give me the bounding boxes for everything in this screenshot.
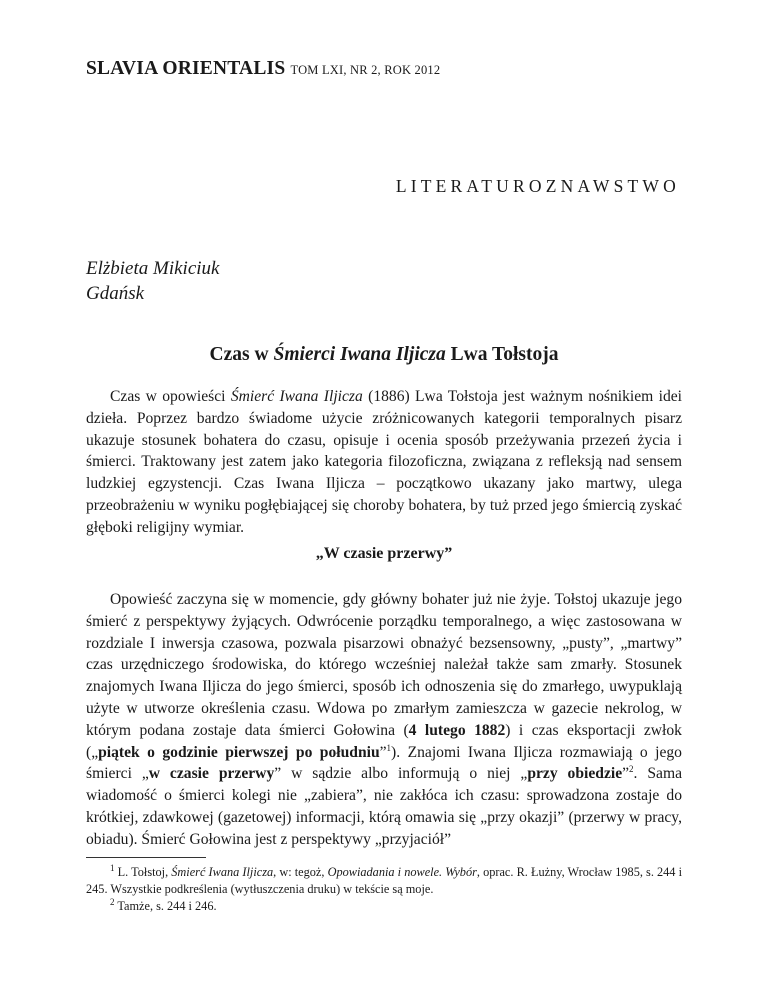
subheading: „W czasie przerwy” bbox=[315, 545, 453, 562]
footnote-1: $^1$ L. Tołstoj, Śmierć Iwana Iljicza, w: tegoż, Opowiadania i nowele. Wybór, oprac. R. Łużny, Wrocław 1985, s. 244 i 245. Wszystkie podkreślenia (wytłuszczenia druku) w tekście są moje. bbox=[86, 862, 682, 896]
section-label: LITERATUROZNAWSTWO bbox=[395, 176, 680, 196]
footnote-2: $^2$ Tamże, s. 244 i 246. bbox=[110, 896, 217, 913]
title-text-end: Lwa Tołstoja bbox=[445, 344, 559, 365]
body-paragraph: Opowieść zaczyna się w momencie, gdy główny bohater już nie żyje. Tołstoj ukazuje jego śmierć z perspektywy żyjących. Odwrócenie porządku temporalnego, a więc zastosowana w rozdziale I inwersja czasowa, pozwala pisarzowi obnażyć bezsensowny, „pusty”, „martwy” czas urzędniczego środowiska, do którego wcześniej należał także sam zmarły. Stosunek znajomych Iwana Iljicza do jego śmierci, sposób ich odnoszenia się do zmarłego, uwypuklają użyte w utworze określenia czasu. Wdowa po zmarłym zamieszcza w gazecie nekrolog, w którym podana zostaje data śmierci Gołowina (4 lutego 1882) i czas eksportacji zwłok („piątek o godzinie pierwszej po południu”$^1$). Znajomi Iwana Iljicza rozmawiają o jego śmierci „w czasie przerwy” w sądzie albo informują o niej „przy obiedzie”$^2$. Sama wiadomość o śmierci kolegi nie „zabiera”, nie zakłóca ich czasu: sprowadzona zostaje do krótkiej, zdawkowej (gazetowej) informacji, którą omawia się „przy okazji” (przerwy w pracy, obiadu). Śmierć Gołowina jest z perspektywy „przyjaciół” bbox=[86, 591, 683, 848]
title-italic: Śmierci Iwana Iljicza bbox=[273, 344, 446, 365]
footnotes bbox=[86, 864, 682, 915]
article-title bbox=[86, 344, 682, 366]
title-text: Czas w bbox=[209, 344, 274, 365]
author-city: Gdańsk bbox=[86, 283, 145, 304]
author-name: Elżbieta Mikiciuk bbox=[86, 258, 220, 279]
footnote-divider bbox=[86, 857, 206, 858]
journal-name: SLAVIA ORIENTALIS bbox=[86, 58, 286, 79]
footnote-ref-1[interactable]: 1 bbox=[386, 742, 392, 753]
intro-paragraph: Czas w opowieści Śmierć Iwana Iljicza (1886) Lwa Tołstoja jest ważnym nośnikiem idei dzieła. Poprzez bardzo świadome użycie zróżnicowanych kategorii temporalnych pisarz ukazuje stosunek bohatera do czasu, opisuje i ocenia sposób przeżywania przezeń życia i śmierci. Traktowany jest zatem jako kategoria filozoficzna, związana z refleksją nad sensem ludzkiej egzystencji. Czas Iwana Iljicza – początkowo ukazany jako martwy, ulega przeobrażeniu w wyniku pogłębiającej się choroby bohatera, by tuż przed jego śmiercią zyskać głęboki religijny wymiar. bbox=[86, 388, 683, 536]
running-header bbox=[86, 58, 440, 80]
volume-info: TOM LXI, NR 2, ROK 2012 bbox=[290, 63, 441, 77]
footnote-ref-2[interactable]: 2 bbox=[629, 764, 634, 775]
author-block bbox=[86, 256, 219, 306]
